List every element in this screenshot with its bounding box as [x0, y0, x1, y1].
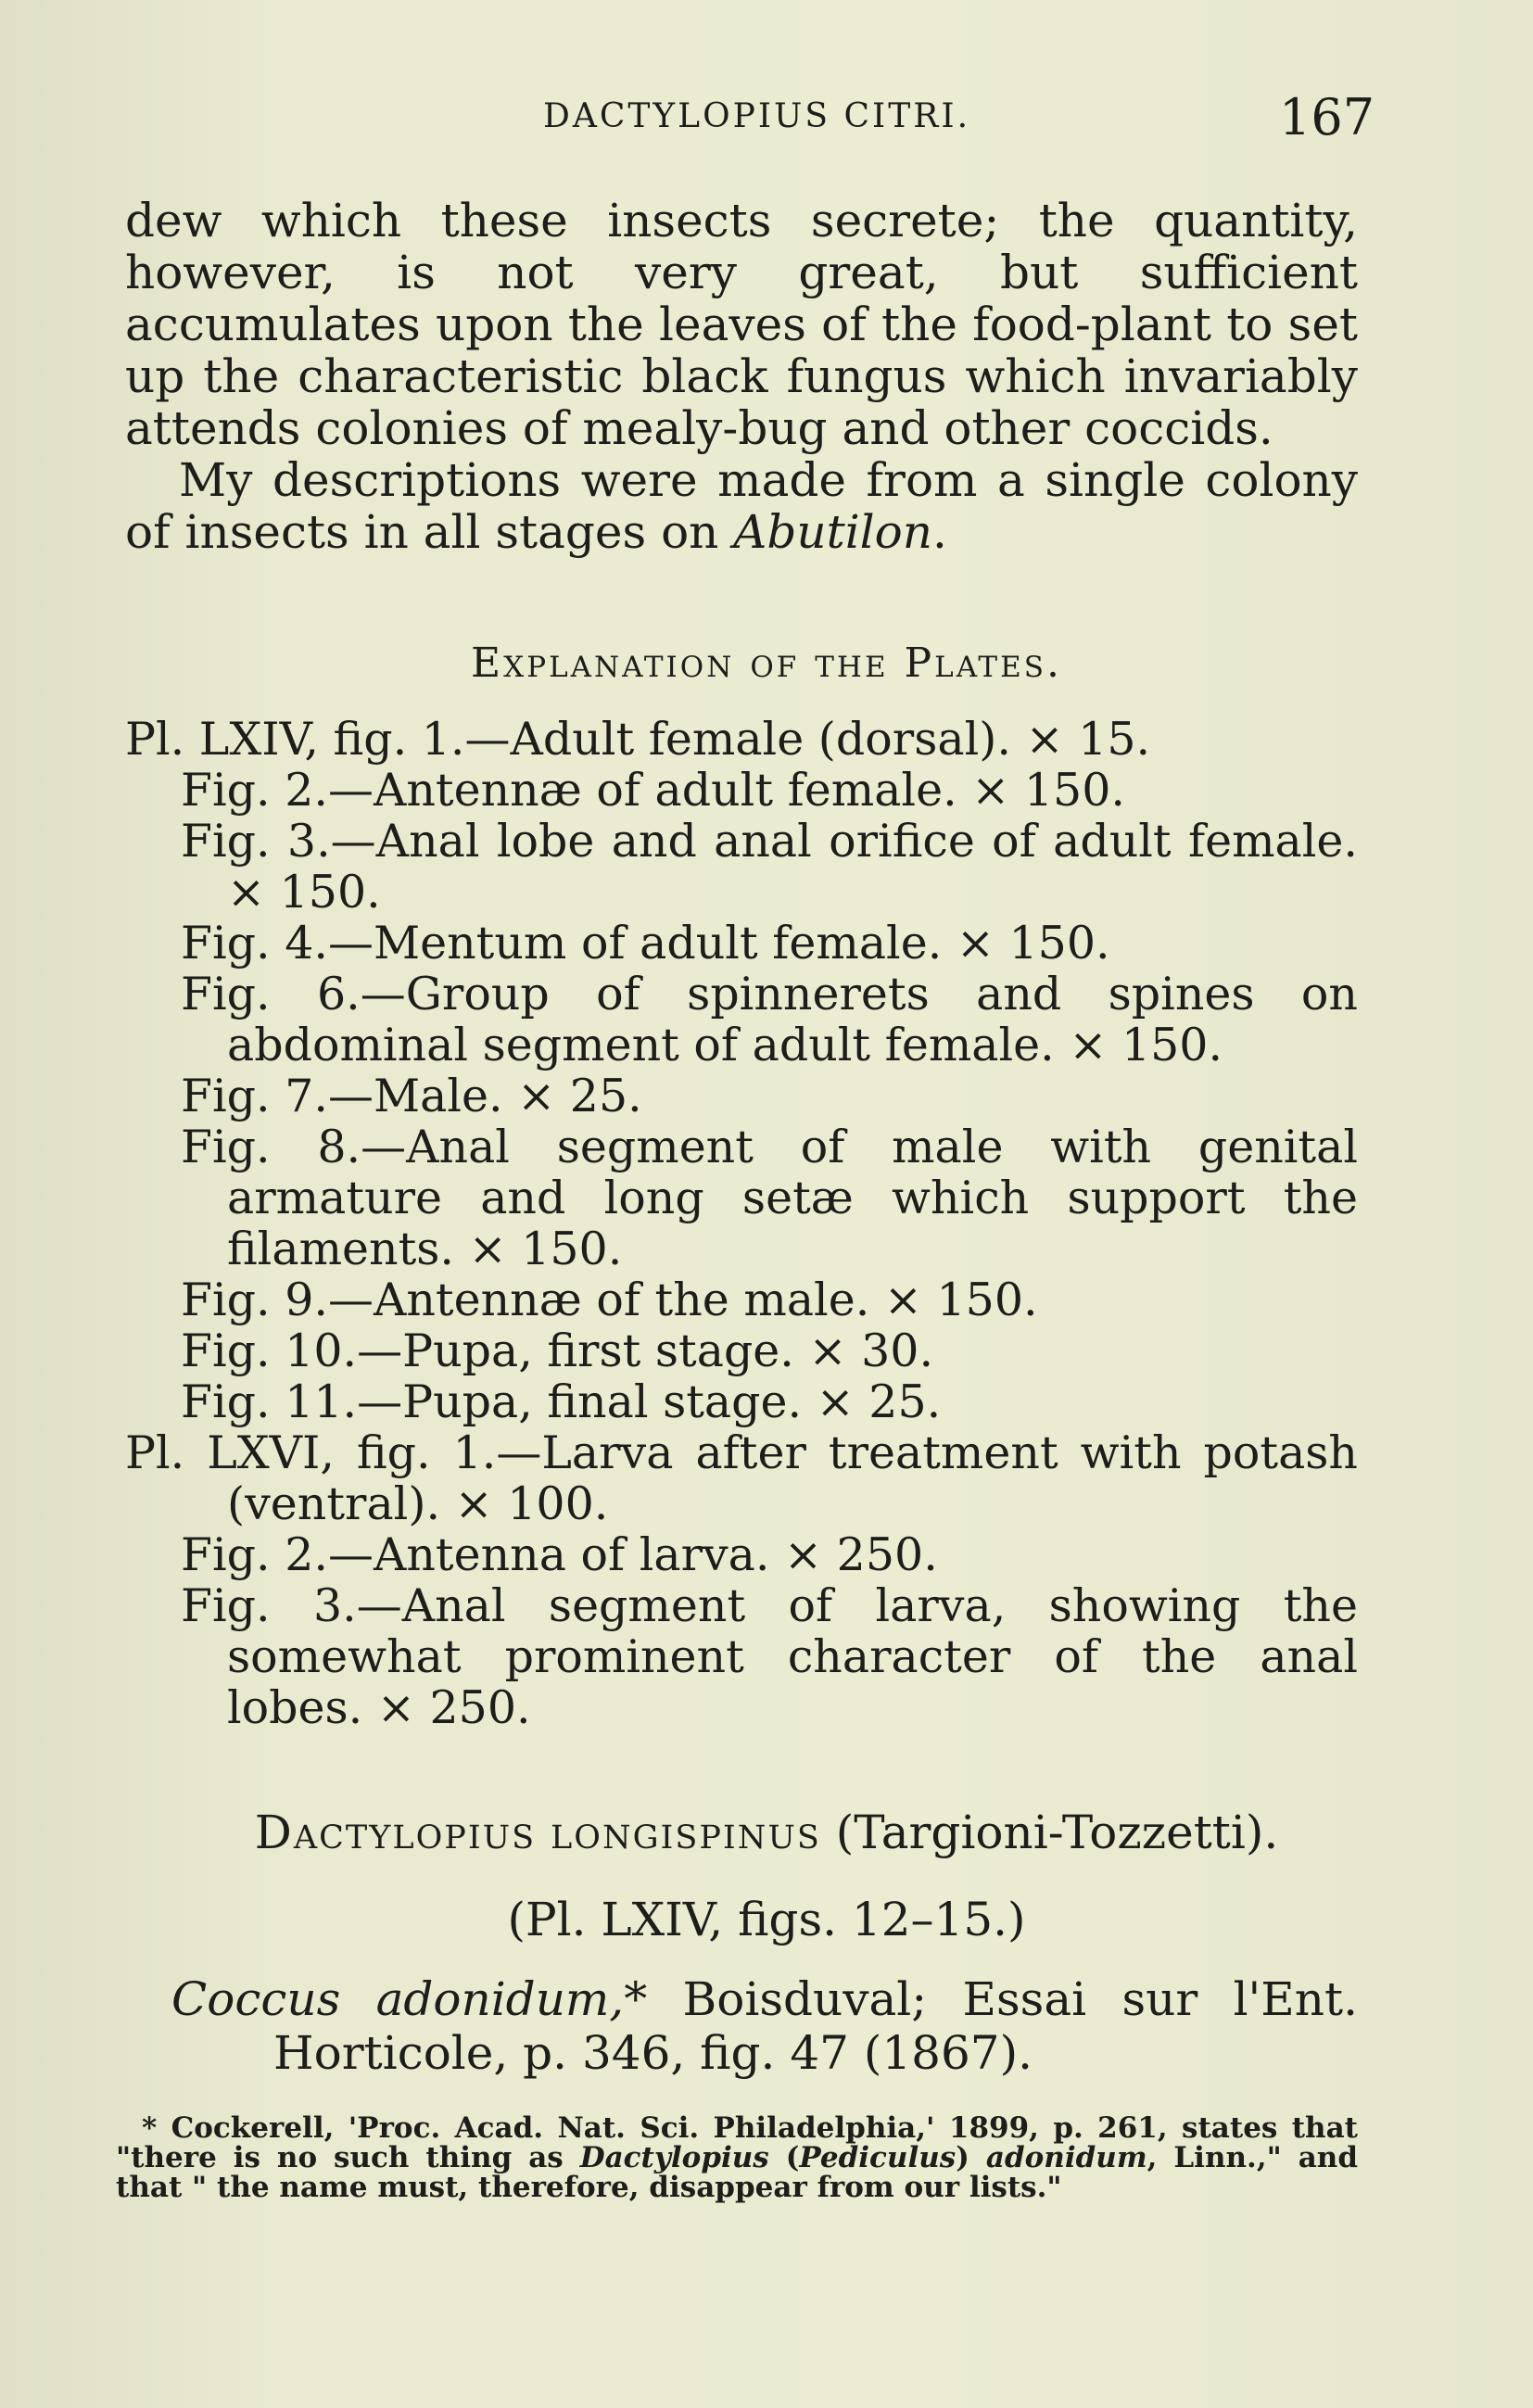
plate-entry: Fig. 8.—Anal segment of male with genital armature and long setæ which support the filaments. × 150.: [181, 1121, 1358, 1275]
species-heading: [0, 1806, 1533, 1859]
footnote-marker: *: [624, 1972, 648, 2026]
footnote-text: ): [956, 2141, 986, 2174]
synonym-name: Coccus adonidum,: [171, 1972, 625, 2026]
footnote: [116, 2113, 1358, 2202]
plates-list: [125, 714, 1358, 1733]
body-text: [125, 195, 1358, 558]
plate-entry: Fig. 3.—Anal lobe and anal orifice of adult female. × 150.: [181, 815, 1358, 919]
plate-entry: Fig. 11.—Pupa, final stage. × 25.: [181, 1375, 942, 1428]
plate-entry: Fig. 4.—Mentum of adult female. × 150.: [181, 917, 1110, 970]
synonym-reference: Boisduval; Essai sur l'Ent. Horticole, p. 346, fig. 47 (1867).: [273, 1972, 1358, 2080]
paragraph-descriptions-text: My descriptions were made from a single colony of insects in all stages on: [125, 453, 1358, 559]
plate-entry: Fig. 10.—Pupa, first stage. × 30.: [181, 1324, 934, 1377]
host-plant-name: Abutilon: [733, 505, 932, 559]
footnote-italic: Dactylopius: [579, 2141, 769, 2174]
species-authority: (Targioni-Tozzetti).: [835, 1806, 1279, 1859]
synonym-citation: [171, 1972, 1358, 2080]
paragraph-fungus: dew which these insects secrete; the quantity, however, is not very great, but sufficient accumulates upon the leaves of the food-plant to set up the characteristic black fungus which invariably attends colonies of mealy-bug and other coccids.: [125, 194, 1358, 455]
plate-entry: Pl. LXVI, fig. 1.—Larva after treatment with potash (ventral). × 100.: [125, 1426, 1358, 1530]
plate-entry: Fig. 3.—Anal segment of larva, showing the somewhat prominent character of the anal lobes. × 250.: [181, 1579, 1358, 1734]
page-number: 167: [1279, 88, 1375, 146]
footnote-marker: *: [142, 2111, 158, 2145]
plate-entry: Fig. 2.—Antenna of larva. × 250.: [181, 1528, 938, 1581]
paragraph-descriptions: [125, 454, 1358, 558]
footnote-text: , Linn.," and that " the name must, therefore, disappear from our lists.": [116, 2141, 1359, 2204]
species-plates-reference: (Pl. LXIV, figs. 12–15.): [507, 1893, 1026, 1946]
species-genus: Dactylopius: [254, 1806, 537, 1859]
plate-entry: Fig. 6.—Group of spinnerets and spines on abdominal segment of adult female. × 150.: [181, 968, 1358, 1071]
running-title: DACTYLOPIUS CITRI.: [543, 97, 971, 135]
plate-entry: Fig. 2.—Antennæ of adult female. × 150.: [181, 764, 1125, 817]
plates-heading: Explanation of the Plates.: [471, 640, 1062, 687]
footnote-text: Cockerell, 'Proc. Acad. Nat. Sci. Philadelphia,' 1899, p. 261, states that "there is no such thing as: [116, 2111, 1358, 2174]
species-epithet: longispinus: [551, 1806, 821, 1859]
footnote-italic: Pediculus: [799, 2141, 957, 2174]
paragraph-descriptions-end: .: [931, 505, 947, 559]
plate-entry: Fig. 9.—Antennæ of the male. × 150.: [181, 1274, 1038, 1326]
plate-entry: Pl. LXIV, fig. 1.—Adult female (dorsal). × 15.: [125, 713, 1151, 766]
footnote-italic: adonidum: [985, 2141, 1147, 2174]
footnote-text: (: [768, 2141, 800, 2174]
plate-entry: Fig. 7.—Male. × 25.: [181, 1070, 642, 1122]
